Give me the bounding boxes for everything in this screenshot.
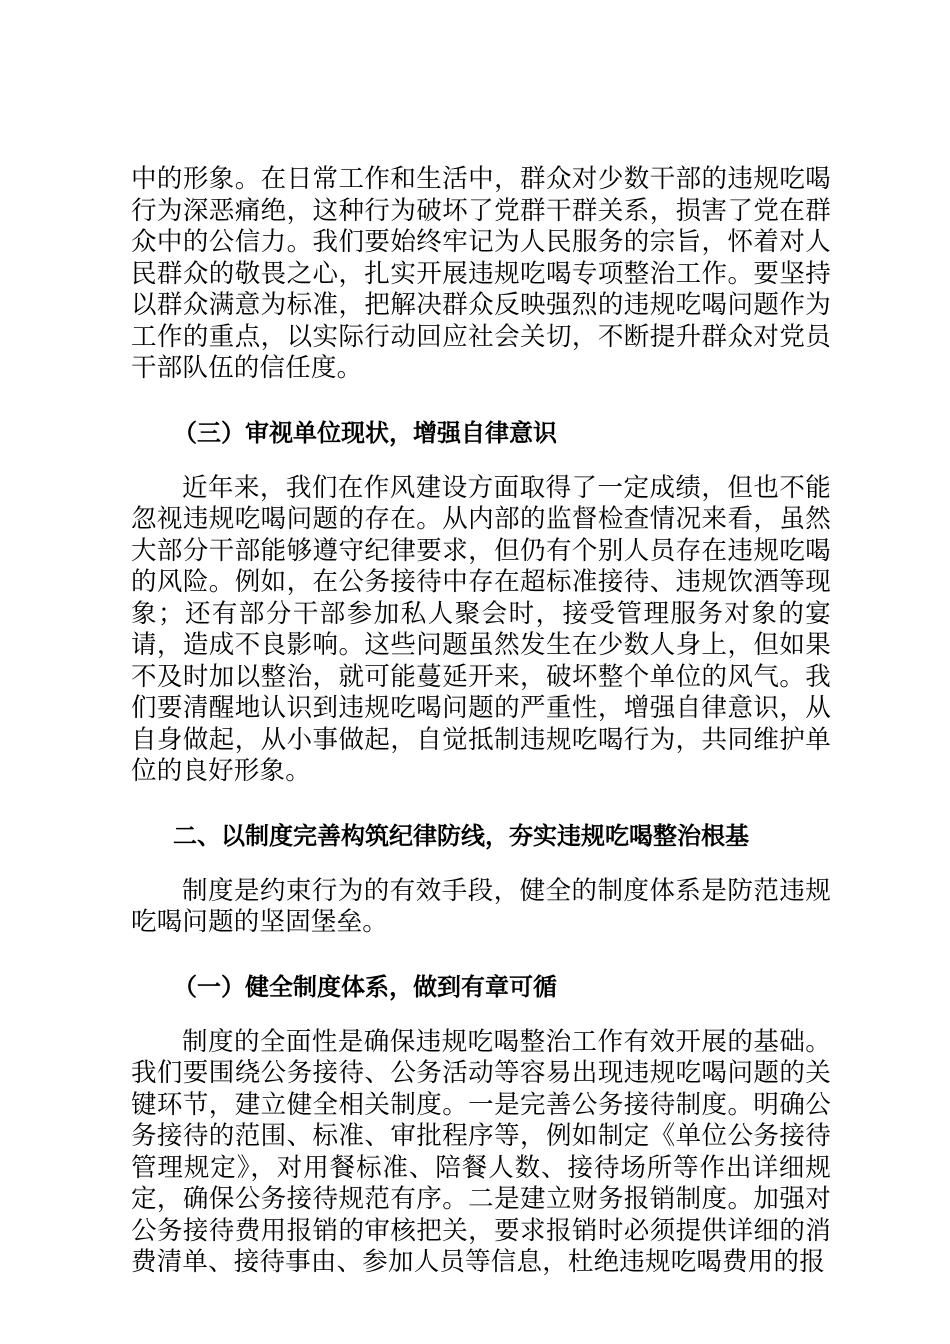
- spacer: [131, 1003, 831, 1027]
- spacer: [131, 449, 831, 473]
- paragraph-continuation: 中的形象。在日常工作和生活中，群众对少数干部的违规吃喝行为深恶痛绝，这种行为破坏了党群干群关系，损害了党在群众中的公信力。我们要始终牢记为人民服务的宗旨，怀着对人民群众的敬畏之心，扎实开展违规吃喝专项整治工作。要坚持以群众满意为标准，把解决群众反映强烈的违规吃喝问题作为工作的重点，以实际行动回应社会关切，不断提升群众对党员干部队伍的信任度。: [131, 164, 831, 383]
- spacer: [131, 852, 831, 876]
- spacer: [131, 788, 831, 821]
- document-page: [131, 164, 831, 1279]
- chapter-heading-2: 二、以制度完善构筑纪律防线，夯实违规吃喝整治根基: [173, 821, 749, 850]
- spacer: [131, 939, 831, 972]
- paragraph-unit-status: 近年来，我们在作风建设方面取得了一定成绩，但也不能忽视违规吃喝问题的存在。从内部的监督检查情况来看，虽然大部分干部能够遵守纪律要求，但仍有个别人员存在违规吃喝的风险。例如，在公务接待中存在超标准接待、违规饮酒等现象；还有部分干部参加私人聚会时，接受管理服务对象的宴请，造成不良影响。这些问题虽然发生在少数人身上，但如果不及时加以整治，就可能蔓延开来，破坏整个单位的风气。我们要清醒地认识到违规吃喝问题的严重性，增强自律意识，从自身做起，从小事做起，自觉抵制违规吃喝行为，共同维护单位的良好形象。: [131, 472, 831, 786]
- section-heading-1: （一）健全制度体系，做到有章可循: [173, 972, 557, 1001]
- paragraph-system-intro: 制度是约束行为的有效手段，健全的制度体系是防范违规吃喝问题的坚固堡垒。: [131, 875, 831, 937]
- paragraph-system-detail: 制度的全面性是确保违规吃喝整治工作有效开展的基础。我们要围绕公务接待、公务活动等容易出现违规吃喝问题的关键环节，建立健全相关制度。一是完善公务接待制度。明确公务接待的范围、标准、审批程序等，例如制定《单位公务接待管理规定》，对用餐标准、陪餐人数、接待场所等作出详细规定，确保公务接待规范有序。二是建立财务报销制度。加强对公务接待费用报销的审核把关，要求报销时必须提供详细的消费清单、接待事由、参加人员等信息，杜绝违规吃喝费用的报: [131, 1026, 831, 1277]
- spacer: [131, 385, 831, 418]
- section-heading-3: （三）审视单位现状，增强自律意识: [173, 418, 557, 447]
